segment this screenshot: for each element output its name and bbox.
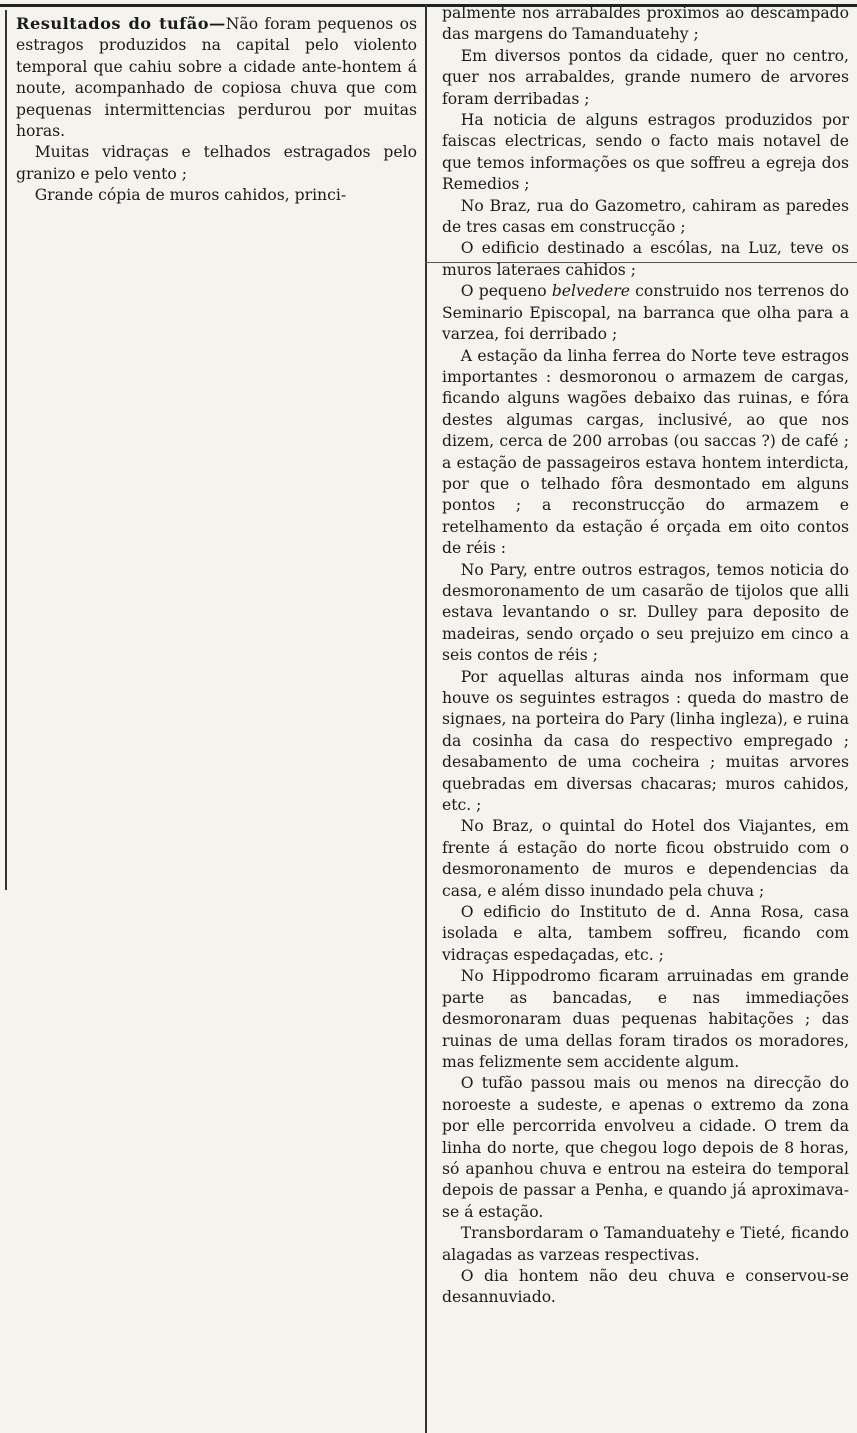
article-headline: Resultados do tufão—	[16, 14, 226, 33]
paragraph: O tufão passou mais ou menos na direcção do noroeste a sudeste, e apenas o extremo da zona por elle percorrida envolveu a cidade. O trem da linha do norte, que chegou logo depois de 8 horas, só apanhou chuva e entrou na esteira do temporal depois de passar a Penha, e quando já aproximava-se á estação.	[442, 1074, 849, 1221]
paragraph: Muitas vidraças e telhados estragados pelo granizo e pelo vento ;	[16, 143, 417, 183]
paragraph: No Pary, entre outros estragos, temos noticia do desmoronamento de um casarão de tijolos que alli estava levantando o sr. Dulley para deposito de madeiras, sendo orçado o seu prejuizo em cinco a seis contos de réis ;	[442, 560, 849, 665]
paragraph: Transbordaram o Tamanduatehy e Tieté, ficando alagadas as varzeas respectivas.	[442, 1224, 849, 1264]
paragraph: Ha noticia de alguns estragos produzidos por faiscas electricas, sendo o facto mais notavel de que temos informações os que soffreu a egreja dos Remedios ;	[442, 111, 849, 194]
right-column	[442, 3, 849, 1309]
paragraph: Por aquellas alturas ainda nos informam que houve os seguintes estragos : queda do mastro de signaes, na porteira do Pary (linha ingleza), e ruina da cosinha da casa do respectivo empregado ; desabamento de uma cocheira ; muitas arvores quebradas em diversas chacaras; muros cahidos, etc. ;	[442, 667, 849, 815]
left-column	[16, 13, 417, 207]
paragraph	[442, 281, 849, 345]
italic-term: belvedere	[551, 282, 630, 301]
column-divider	[425, 4, 427, 1433]
text-span: construido nos terrenos do Seminario Episcopal, na barranca que olha para a varzea, foi derribado ;	[442, 282, 849, 344]
paragraph: No Hippodromo ficaram arruinadas em grande parte as bancadas, e nas immediações desmoronaram duas pequenas habitações ; das ruinas de uma dellas foram tirados os moradores, mas felizmente sem accidente algum.	[442, 967, 849, 1071]
paragraph: Grande cópia de muros cahidos, princi-	[34, 186, 347, 205]
text-span: O pequeno	[460, 282, 552, 301]
left-column-rule	[5, 10, 7, 890]
paragraph: No Braz, o quintal do Hotel dos Viajantes, em frente á estação do norte ficou obstruido com o desmoronamento de muros e dependencias da casa, e além disso inundado pela chuva ;	[442, 817, 849, 900]
paragraph: Em diversos pontos da cidade, quer no centro, quer nos arrabaldes, grande numero de arvores foram derribadas ;	[442, 46, 849, 108]
paragraph: O edificio do Instituto de d. Anna Rosa, casa isolada e alta, tambem soffreu, ficando com vidraças espedaçadas, etc. ;	[442, 903, 849, 964]
article-lead-paragraph	[16, 13, 417, 142]
paragraph: O dia hontem não deu chuva e conservou-se desannuviado.	[442, 1266, 849, 1307]
paragraph: O edificio destinado a escólas, na Luz, teve os muros lateraes cahidos ;	[442, 239, 849, 279]
paragraph: No Braz, rua do Gazometro, cahiram as paredes de tres casas em construcção ;	[442, 196, 849, 237]
paragraph: A estação da linha ferrea do Norte teve estragos importantes : desmoronou o armazem de cargas, ficando alguns wagões debaixo das ruinas, e fóra destes algumas cargas, inclusivé, ao que nos dizem, cerca de 200 arrobas (ou saccas ?) de café ; a estação de passageiros estava hontem interdicta, por que o telhado fôra desmontado em alguns pontos ; a reconstrucção do armazem e retelhamento da estação é orçada em oito contos de réis :	[442, 346, 849, 558]
paragraph: palmente nos arrabaldes proximos ao descampado das margens do Tamanduatehy ;	[442, 4, 849, 44]
lead-text: Não foram pequenos os estragos produzidos na capital pelo violento temporal que cahiu sobre a cidade ante-hontem á noute, acompanhado de copiosa chuva que com pequenas intermittencias perdurou por muitas horas.	[16, 15, 417, 141]
